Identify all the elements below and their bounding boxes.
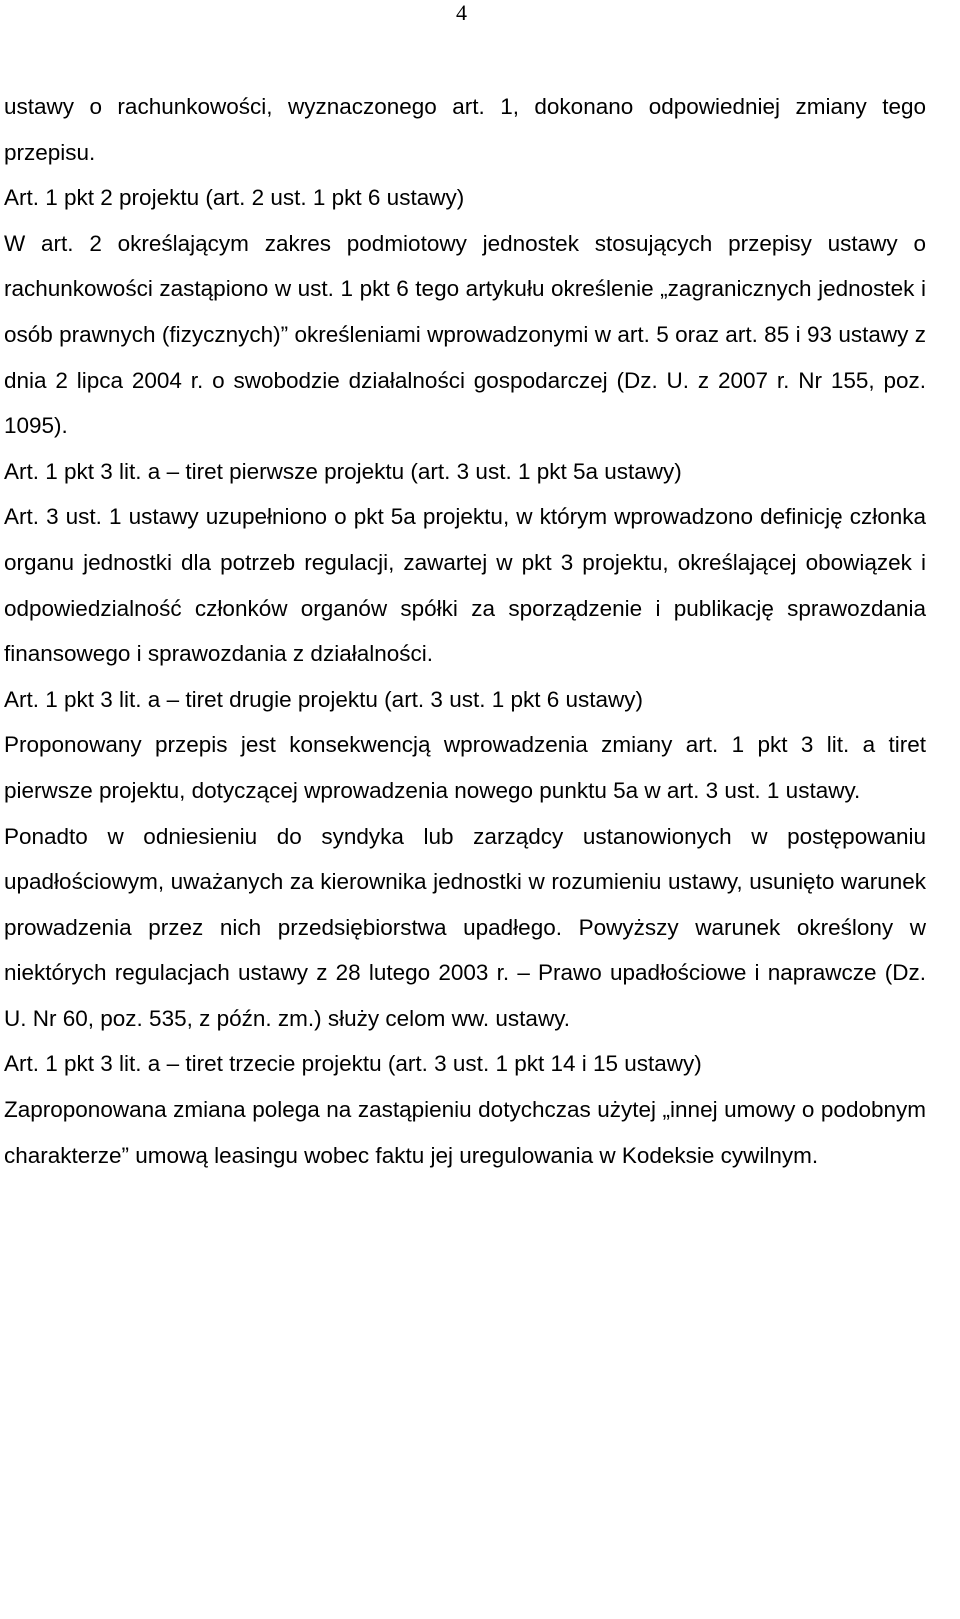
section-heading-art1-pkt3-tiret3: Art. 1 pkt 3 lit. a – tiret trzecie projektu (art. 3 ust. 1 pkt 14 i 15 ustawy): [4, 1051, 702, 1077]
page-number: 4: [456, 0, 467, 25]
paragraph-art2-change: W art. 2 określającym zakres podmiotowy jednostek stosujących przepisy ustawy o rachunkowości zastąpiono w ust. 1 pkt 6 tego artykułu określenie „zagranicznych jednostek i osób prawnych (fizycznych)” określeniami wprowadzonymi w art. 5 oraz art. 85 i 93 ustawy z dnia 2 lipca 2004 r. o swobodzie działalności gospodarczej (Dz. U. z 2007 r. Nr 155, poz. 1095).: [4, 230, 926, 439]
section-heading-art1-pkt3-tiret1: Art. 1 pkt 3 lit. a – tiret pierwsze projektu (art. 3 ust. 1 pkt 5a ustawy): [4, 458, 682, 484]
paragraph-leasing: Zaproponowana zmiana polega na zastąpieniu dotychczas użytej „innej umowy o podobnym charakterze” umową leasingu wobec faktu jej uregulowania w Kodeksie cywilnym.: [4, 1097, 926, 1168]
paragraph-consequence: Proponowany przepis jest konsekwencją wprowadzenia zmiany art. 1 pkt 3 lit. a tiret pierwsze projektu, dotyczącej wprowadzenia nowego punktu 5a w art. 3 ust. 1 ustawy.: [4, 732, 926, 803]
paragraph-syndic: Ponadto w odniesieniu do syndyka lub zarządcy ustanowionych w postępowaniu upadłościowym, uważanych za kierownika jednostki w rozumieniu ustawy, usunięto warunek prowadzenia przez nich przedsiębiorstwa upadłego. Powyższy warunek określony w niektórych regulacjach ustawy z 28 lutego 2003 r. – Prawo upadłościowe i naprawcze (Dz. U. Nr 60, poz. 535, z późn. zm.) służy celom ww. ustawy.: [4, 823, 926, 1031]
section-heading-art1-pkt2: Art. 1 pkt 2 projektu (art. 2 ust. 1 pkt 6 ustawy): [4, 185, 465, 211]
paragraph-intro: ustawy o rachunkowości, wyznaczonego art. 1, dokonano odpowiedniej zmiany tego przepisu.: [4, 94, 926, 165]
document-body: [4, 84, 926, 1178]
section-heading-art1-pkt3-tiret2: Art. 1 pkt 3 lit. a – tiret drugie projektu (art. 3 ust. 1 pkt 6 ustawy): [4, 686, 644, 712]
paragraph-art3-definition: Art. 3 ust. 1 ustawy uzupełniono o pkt 5a projektu, w którym wprowadzono definicję członka organu jednostki dla potrzeb regulacji, zawartej w pkt 3 projektu, określającej obowiązek i odpowiedzialność członków organów spółki za sporządzenie i publikację sprawozdania finansowego i sprawozdania z działalności.: [4, 504, 926, 667]
